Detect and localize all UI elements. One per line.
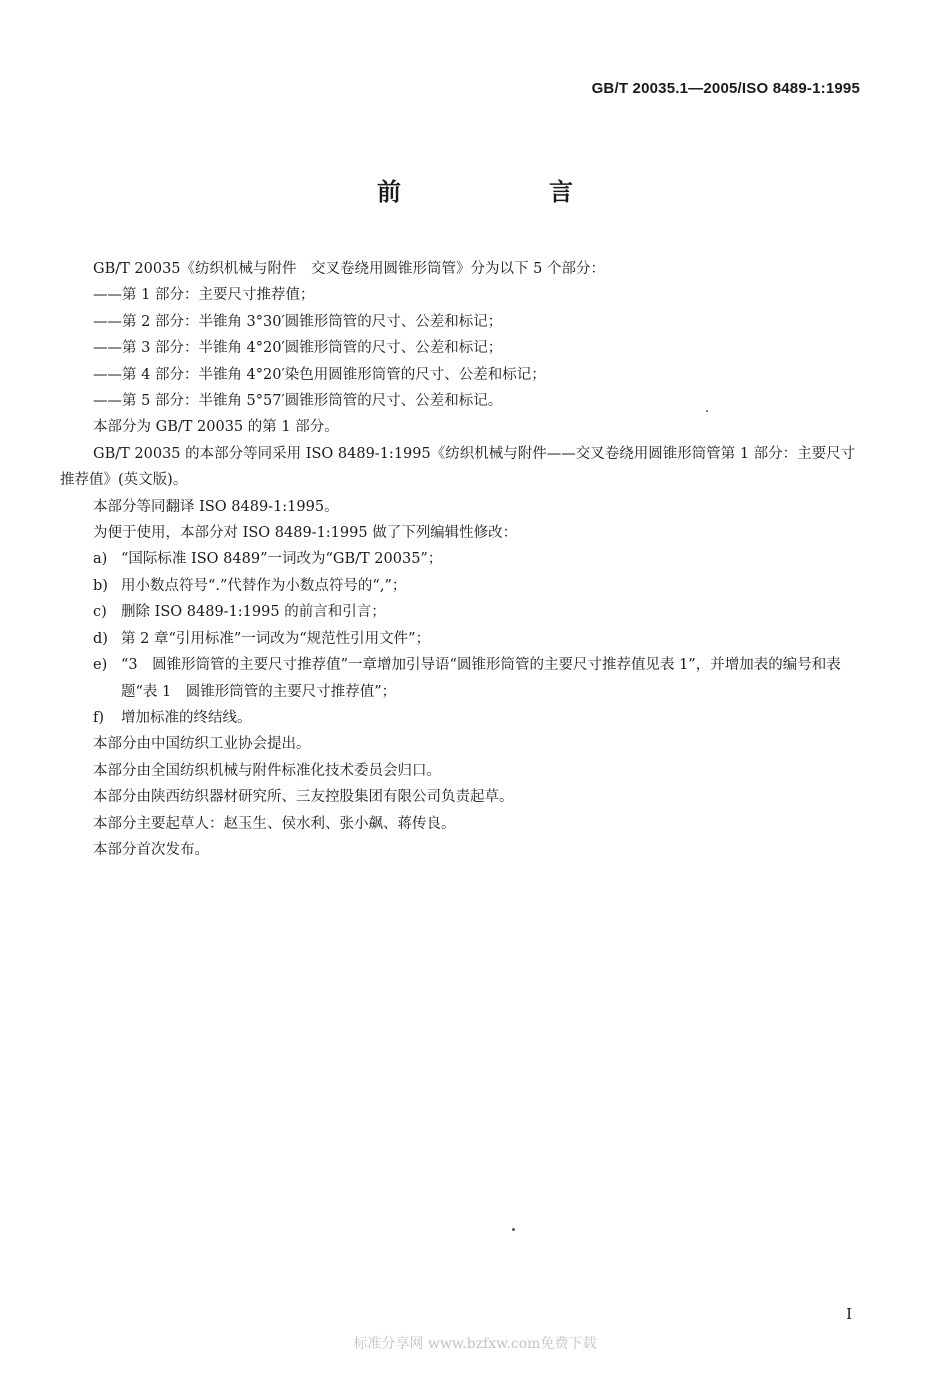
changes-intro-paragraph: 为便于使用，本部分对 ISO 8489-1:1995 做了下列编辑性修改： (93, 525, 518, 542)
scan-speck (512, 1228, 515, 1231)
watermark: 标准分享网 www.bzfxw.com免费下载 (353, 1336, 597, 1352)
list-item-text: 增加标准的终结线。 (121, 709, 252, 726)
standard-code: GB/T 20035.1—2005/ISO 8489-1:1995 (591, 80, 860, 97)
part-list-item: ——第 1 部分：主要尺寸推荐值； (93, 287, 315, 304)
first-release-paragraph: 本部分首次发布。 (93, 841, 209, 858)
drafted-by-paragraph: 本部分由陕西纺织器材研究所、三友控股集团有限公司负责起草。 (93, 789, 514, 806)
list-marker: f) (93, 709, 105, 726)
change-list-item (60, 626, 860, 652)
change-list-item (60, 652, 860, 705)
this-part-paragraph: 本部分为 GB/T 20035 的第 1 部分。 (93, 419, 339, 436)
list-item-text: 用小数点符号“.”代替作为小数点符号的“,”； (121, 577, 407, 594)
drafters-paragraph: 本部分主要起草人：赵玉生、侯水利、张小飙、蒋传良。 (93, 815, 456, 832)
part-list-item: ——第 4 部分：半锥角 4°20′染色用圆锥形筒管的尺寸、公差和标记； (93, 366, 546, 383)
change-list-item (60, 546, 860, 572)
list-item-text: “国际标准 ISO 8489”一词改为“GB/T 20035”； (121, 551, 443, 568)
translation-paragraph: 本部分等同翻译 ISO 8489-1:1995。 (93, 498, 339, 515)
change-list-item (60, 573, 860, 599)
list-marker: c) (93, 604, 107, 621)
change-list-item (60, 599, 860, 625)
foreword-body (60, 256, 860, 863)
list-marker: b) (93, 577, 108, 594)
part-list-item: ——第 5 部分：半锥角 5°57′圆锥形筒管的尺寸、公差和标记。 (93, 393, 503, 410)
list-marker: d) (93, 630, 108, 647)
managed-by-paragraph: 本部分由全国纺织机械与附件标准化技术委员会归口。 (93, 762, 441, 779)
proposed-by-paragraph: 本部分由中国纺织工业协会提出。 (93, 736, 311, 753)
list-marker: a) (93, 551, 108, 568)
change-list-item (60, 705, 860, 731)
list-item-text: 第 2 章“引用标准”一词改为“规范性引用文件”； (121, 630, 431, 647)
equivalence-paragraph: GB/T 20035 的本部分等同采用 ISO 8489-1:1995《纺织机械与附件——交叉卷绕用圆锥形筒管第 1 部分：主要尺寸推荐值》(英文版)。 (60, 445, 856, 489)
list-item-text: “3 圆锥形筒管的主要尺寸推荐值”一章增加引导语“圆锥形筒管的主要尺寸推荐值见表 1”，并增加表的编号和表题“表 1 圆锥形筒管的主要尺寸推荐值”； (121, 657, 841, 700)
page-title: 前 言 (377, 178, 635, 206)
part-list-item: ——第 2 部分：半锥角 3°30′圆锥形筒管的尺寸、公差和标记； (93, 313, 503, 330)
scan-speck (706, 410, 708, 412)
part-list-item: ——第 3 部分：半锥角 4°20′圆锥形筒管的尺寸、公差和标记； (93, 340, 503, 357)
intro-paragraph: GB/T 20035《纺织机械与附件 交叉卷绕用圆锥形筒管》分为以下 5 个部分： (93, 261, 605, 277)
page-number: I (846, 1305, 852, 1323)
list-marker: e) (93, 657, 108, 674)
list-item-text: 删除 ISO 8489-1:1995 的前言和引言； (121, 604, 386, 621)
